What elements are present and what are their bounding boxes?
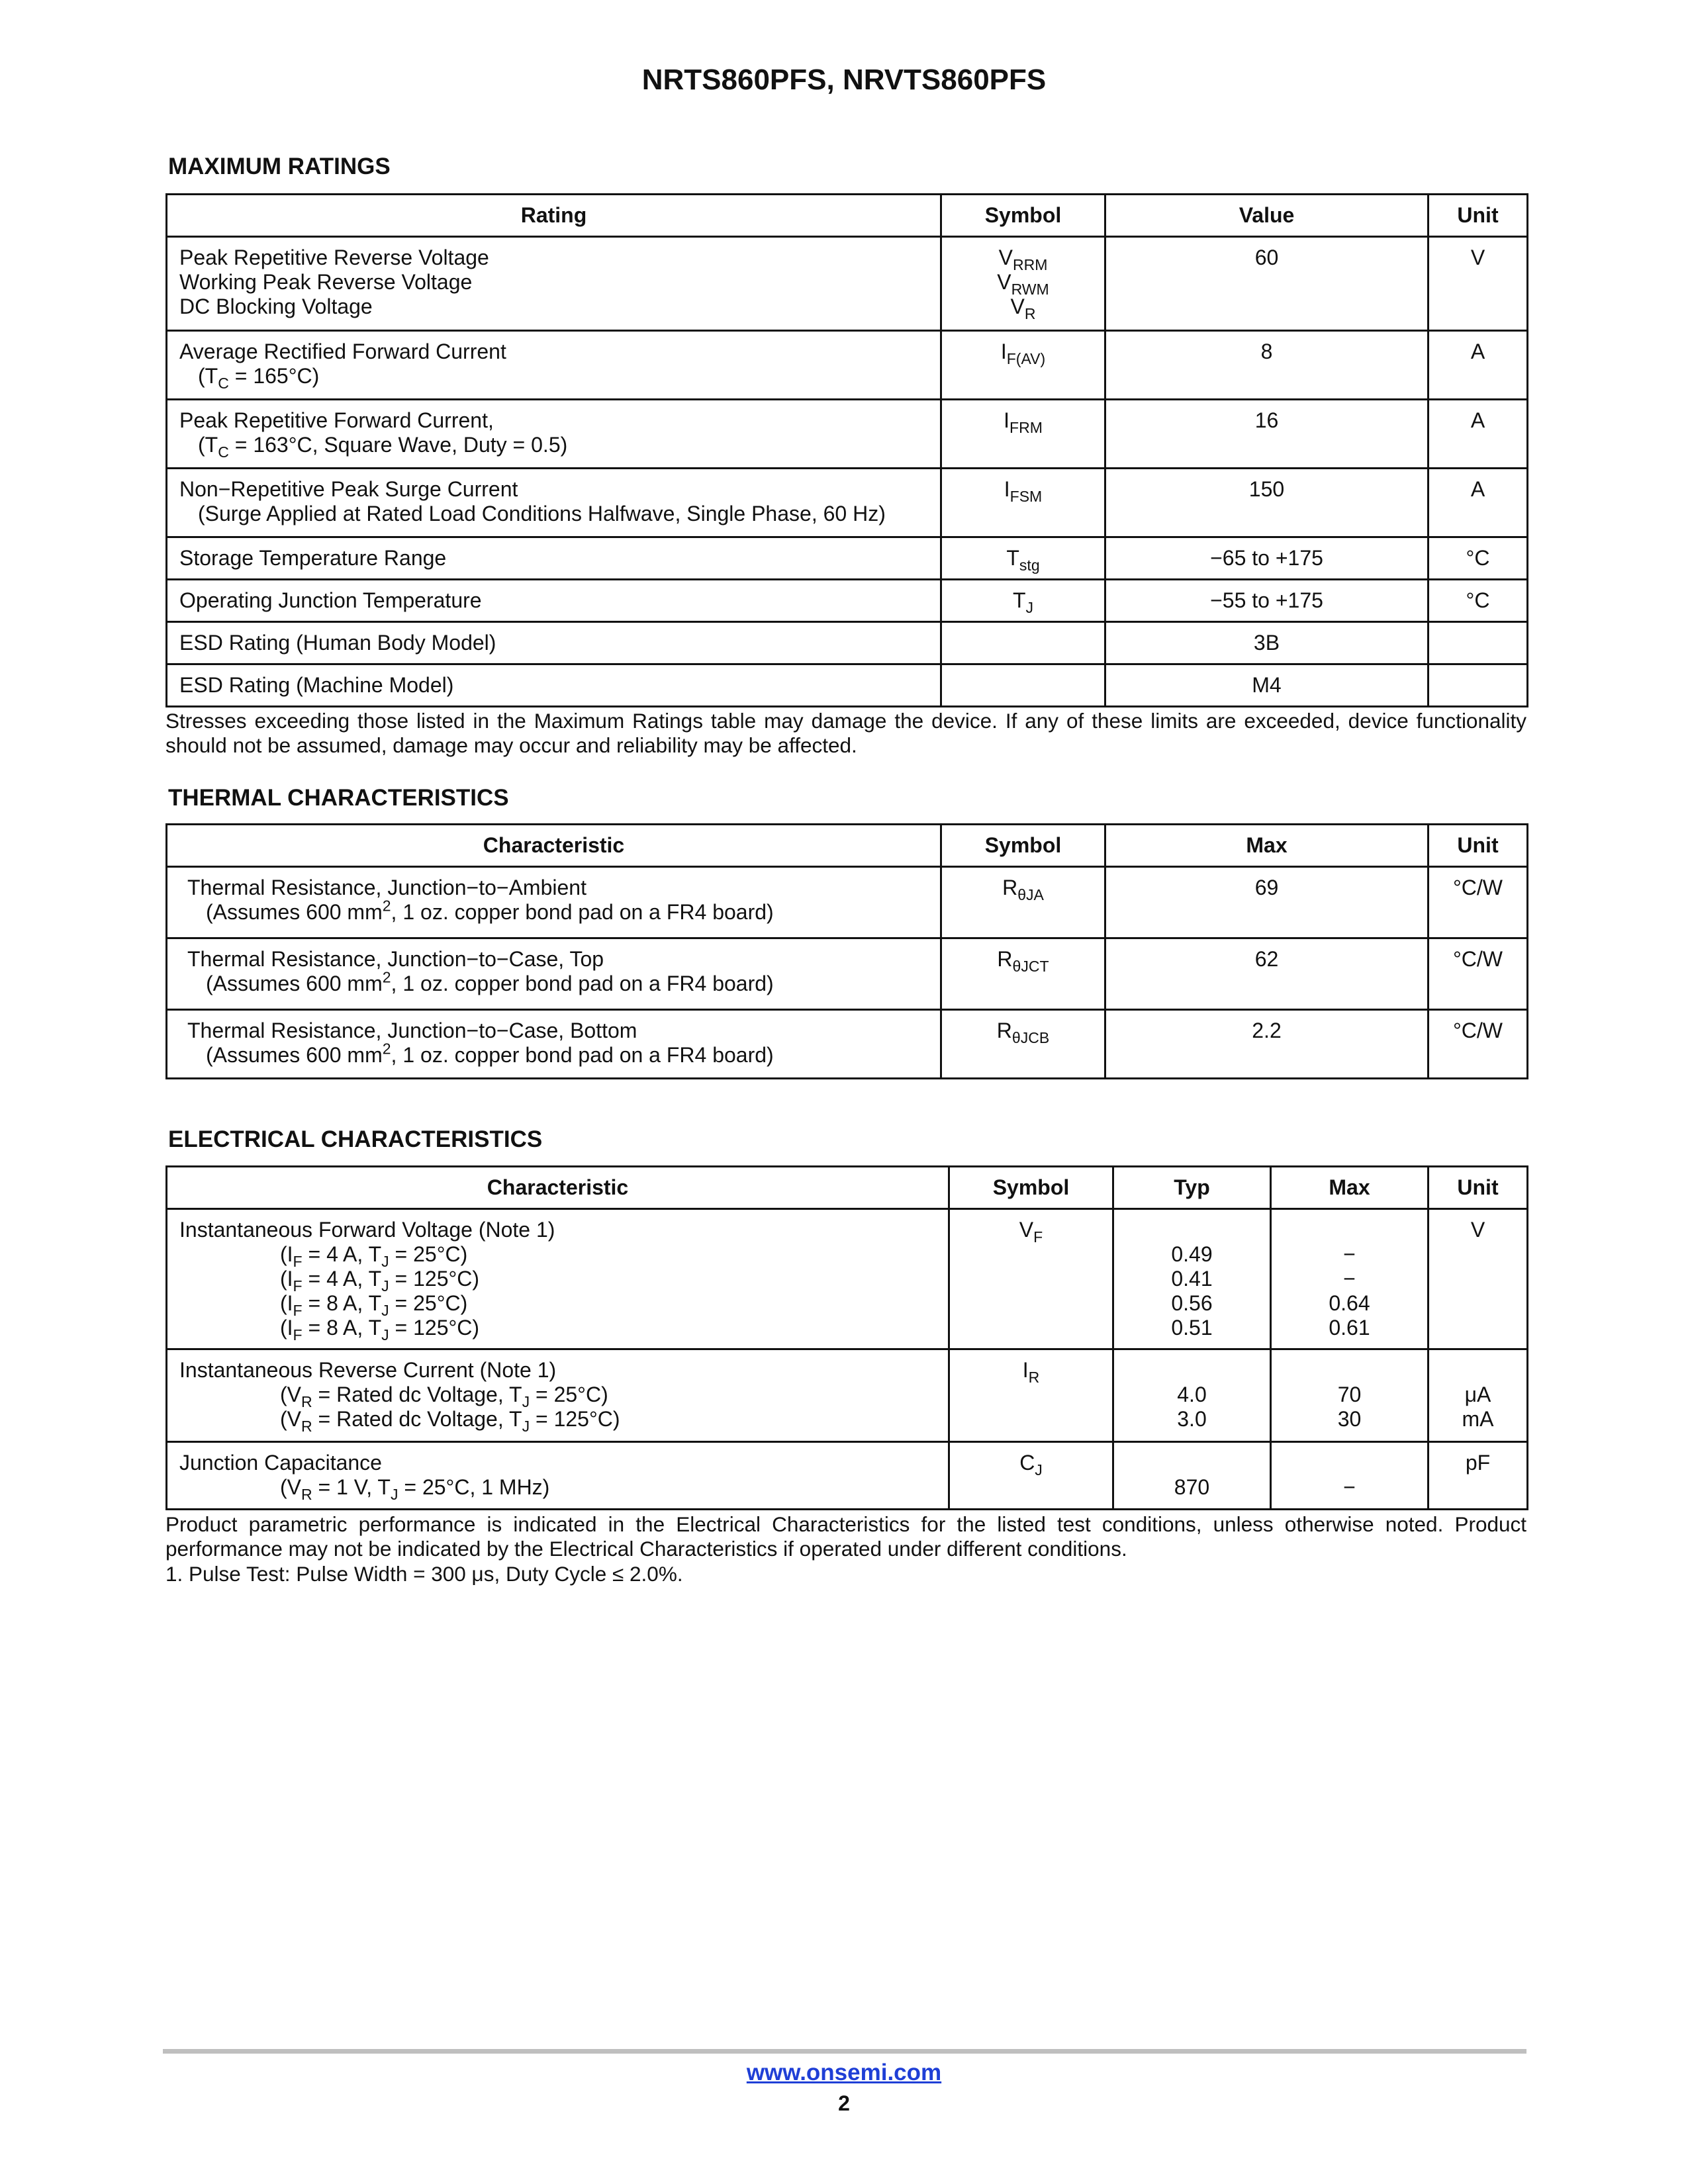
max-ratings-title: MAXIMUM RATINGS (168, 154, 391, 179)
table-row (167, 1442, 1528, 1510)
symbol-cell: $T_{stg}$ (941, 537, 1105, 580)
unit-cell: A (1429, 400, 1528, 469)
unit-cell: °C/W (1429, 867, 1528, 938)
table-header-row (167, 195, 1528, 237)
unit-cell: °C (1429, 537, 1528, 580)
electrical-note: Product parametric performance is indicated in the Electrical Characteristics for the listed test conditions, unless otherwise noted. Product performance may not be indicated by the Electrical Characteristics if operated under different conditions. (165, 1512, 1526, 1561)
symbol-cell: $R_{\theta JA}$ (941, 867, 1105, 938)
column-header: Rating (167, 195, 941, 237)
test-condition: ($I_F = 8$ A, $T_J = 25^\circ C$) (280, 1291, 468, 1320)
column-header: Unit (1429, 825, 1528, 867)
thermal-table (165, 823, 1528, 1079)
typ-cell: 4.0 3.0 (1113, 1349, 1271, 1442)
rating-name: Storage Temperature Range (167, 537, 941, 580)
rating-condition: ($T_C = 163^\circ C$, Square Wave, Duty = 0.5) (198, 433, 568, 461)
characteristic-name: Instantaneous Forward Voltage (Note 1) (179, 1218, 555, 1242)
website-link[interactable]: www.onsemi.com (746, 2060, 942, 2085)
max-cell: 69 (1105, 867, 1429, 938)
typ-cell: 870 (1113, 1442, 1271, 1510)
footer-divider (163, 2049, 1526, 2054)
page-title: NRTS860PFS, NRVTS860PFS (641, 64, 1047, 96)
unit-cell: pF (1429, 1442, 1528, 1510)
test-condition: ($I_F = 4$ A, $T_J = 25^\circ C$) (280, 1242, 468, 1271)
unit-cell: μA mA (1429, 1349, 1528, 1442)
rating-name: ESD Rating (Human Body Model) (167, 622, 941, 664)
symbol-cell: $I_{FSM}$ (941, 469, 1105, 537)
symbol-cell: $V_F$ (949, 1209, 1113, 1349)
rating-name: Peak Repetitive Forward Current, (179, 408, 494, 432)
unit-cell: A (1429, 469, 1528, 537)
rating-name: Peak Repetitive Reverse Voltage (179, 246, 489, 269)
unit-cell: °C/W (1429, 1010, 1528, 1079)
typ-cell: 0.49 0.41 0.56 0.51 (1113, 1209, 1271, 1349)
characteristic-condition: (Assumes 600 $mm^2$, 1 oz. copper bond pad on a FR4 board) (206, 968, 774, 995)
test-condition: ($I_F = 4$ A, $T_J = 125^\circ C$) (280, 1267, 480, 1295)
max-cell: − (1271, 1442, 1429, 1510)
column-header: Unit (1429, 1167, 1528, 1209)
electrical-title: ELECTRICAL CHARACTERISTICS (168, 1126, 543, 1152)
characteristic-name: Thermal Resistance, Junction−to−Case, Bottom (187, 1019, 637, 1042)
symbol-cell (941, 664, 1105, 707)
unit-cell (1429, 664, 1528, 707)
table-row (167, 580, 1528, 622)
max-cell: 70 30 (1271, 1349, 1429, 1442)
table-row (167, 664, 1528, 707)
symbol-cell: $R_{\theta JCT}$ (941, 938, 1105, 1010)
max-cell: 62 (1105, 938, 1429, 1010)
table-header-row (167, 1167, 1528, 1209)
symbol-cell: $T_J$ (941, 580, 1105, 622)
symbol-cell (941, 622, 1105, 664)
table-header-row (167, 825, 1528, 867)
value-cell: 8 (1105, 331, 1429, 400)
rating-condition: (Surge Applied at Rated Load Conditions Halfwave, Single Phase, 60 Hz) (198, 502, 886, 525)
rating-name: Non−Repetitive Peak Surge Current (179, 477, 518, 501)
max-ratings-table (165, 193, 1528, 707)
table-row (167, 1010, 1528, 1079)
table-row (167, 400, 1528, 469)
table-row (167, 622, 1528, 664)
unit-cell: V (1429, 1209, 1528, 1349)
table-row (167, 1349, 1528, 1442)
test-condition: ($V_R = 1$ V, $T_J = 25^\circ C$, 1 MHz) (280, 1475, 550, 1504)
max-cell: − − 0.64 0.61 (1271, 1209, 1429, 1349)
rating-name: Average Rectified Forward Current (179, 340, 506, 363)
electrical-table (165, 1165, 1528, 1510)
characteristic-condition: (Assumes 600 $mm^2$, 1 oz. copper bond pad on a FR4 board) (206, 897, 774, 924)
characteristic-name: Thermal Resistance, Junction−to−Case, Top (187, 947, 604, 971)
column-header: Typ (1113, 1167, 1271, 1209)
rating-condition: $(T_C = 165^\circ C)$ (198, 364, 320, 392)
column-header: Symbol (941, 825, 1105, 867)
value-cell: −55 to +175 (1105, 580, 1429, 622)
column-header: Characteristic (167, 825, 941, 867)
table-row (167, 1209, 1528, 1349)
symbol-cell: $I_{F(AV)}$ (941, 331, 1105, 400)
rating-name: Operating Junction Temperature (167, 580, 941, 622)
unit-cell: A (1429, 331, 1528, 400)
characteristic-name: Junction Capacitance (179, 1451, 382, 1475)
max-cell: 2.2 (1105, 1010, 1429, 1079)
column-header: Value (1105, 195, 1429, 237)
symbol-cell: $V_{RRM}$ $V_{RWM}$ $V_R$ (941, 237, 1105, 331)
thermal-title: THERMAL CHARACTERISTICS (168, 785, 509, 811)
column-header: Unit (1429, 195, 1528, 237)
unit-cell (1429, 622, 1528, 664)
value-cell: 16 (1105, 400, 1429, 469)
column-header: Symbol (949, 1167, 1113, 1209)
table-row (167, 469, 1528, 537)
characteristic-name: Instantaneous Reverse Current (Note 1) (179, 1358, 557, 1382)
value-cell: −65 to +175 (1105, 537, 1429, 580)
table-row (167, 237, 1528, 331)
table-row (167, 537, 1528, 580)
value-cell: 3B (1105, 622, 1429, 664)
table-row (167, 938, 1528, 1010)
table-row (167, 867, 1528, 938)
rating-name: Working Peak Reverse Voltage (179, 270, 473, 294)
symbol-cell: $I_R$ (949, 1349, 1113, 1442)
characteristic-condition: (Assumes 600 $mm^2$, 1 oz. copper bond pad on a FR4 board) (206, 1040, 774, 1067)
unit-cell: V (1429, 237, 1528, 331)
rating-name: DC Blocking Voltage (179, 295, 373, 318)
symbol-cell: $I_{FRM}$ (941, 400, 1105, 469)
column-header: Max (1271, 1167, 1429, 1209)
max-ratings-note: Stresses exceeding those listed in the Maximum Ratings table may damage the device. If any of these limits are exceeded, device functionality should not be assumed, damage may occur and reliability may be affected. (165, 709, 1526, 757)
test-condition: ($V_R$ = Rated dc Voltage, $T_J = 25^\circ C$) (280, 1383, 608, 1411)
column-header: Max (1105, 825, 1429, 867)
value-cell: 150 (1105, 469, 1429, 537)
symbol-cell: $C_J$ (949, 1442, 1113, 1510)
page-number: 2 (838, 2091, 850, 2115)
rating-name: ESD Rating (Machine Model) (167, 664, 941, 707)
footnote: 1. Pulse Test: Pulse Width = 300 μs, Duty Cycle ≤ 2.0%. (165, 1562, 683, 1586)
unit-cell: °C (1429, 580, 1528, 622)
characteristic-name: Thermal Resistance, Junction−to−Ambient (187, 876, 586, 899)
column-header: Characteristic (167, 1167, 949, 1209)
test-condition: ($I_F = 8$ A, $T_J = 125^\circ C$) (280, 1316, 480, 1344)
unit-cell: °C/W (1429, 938, 1528, 1010)
column-header: Symbol (941, 195, 1105, 237)
table-row (167, 331, 1528, 400)
value-cell: M4 (1105, 664, 1429, 707)
symbol-cell: $R_{\theta JCB}$ (941, 1010, 1105, 1079)
value-cell: 60 (1105, 237, 1429, 331)
test-condition: ($V_R$ = Rated dc Voltage, $T_J = 125^\circ C$) (280, 1407, 620, 1435)
